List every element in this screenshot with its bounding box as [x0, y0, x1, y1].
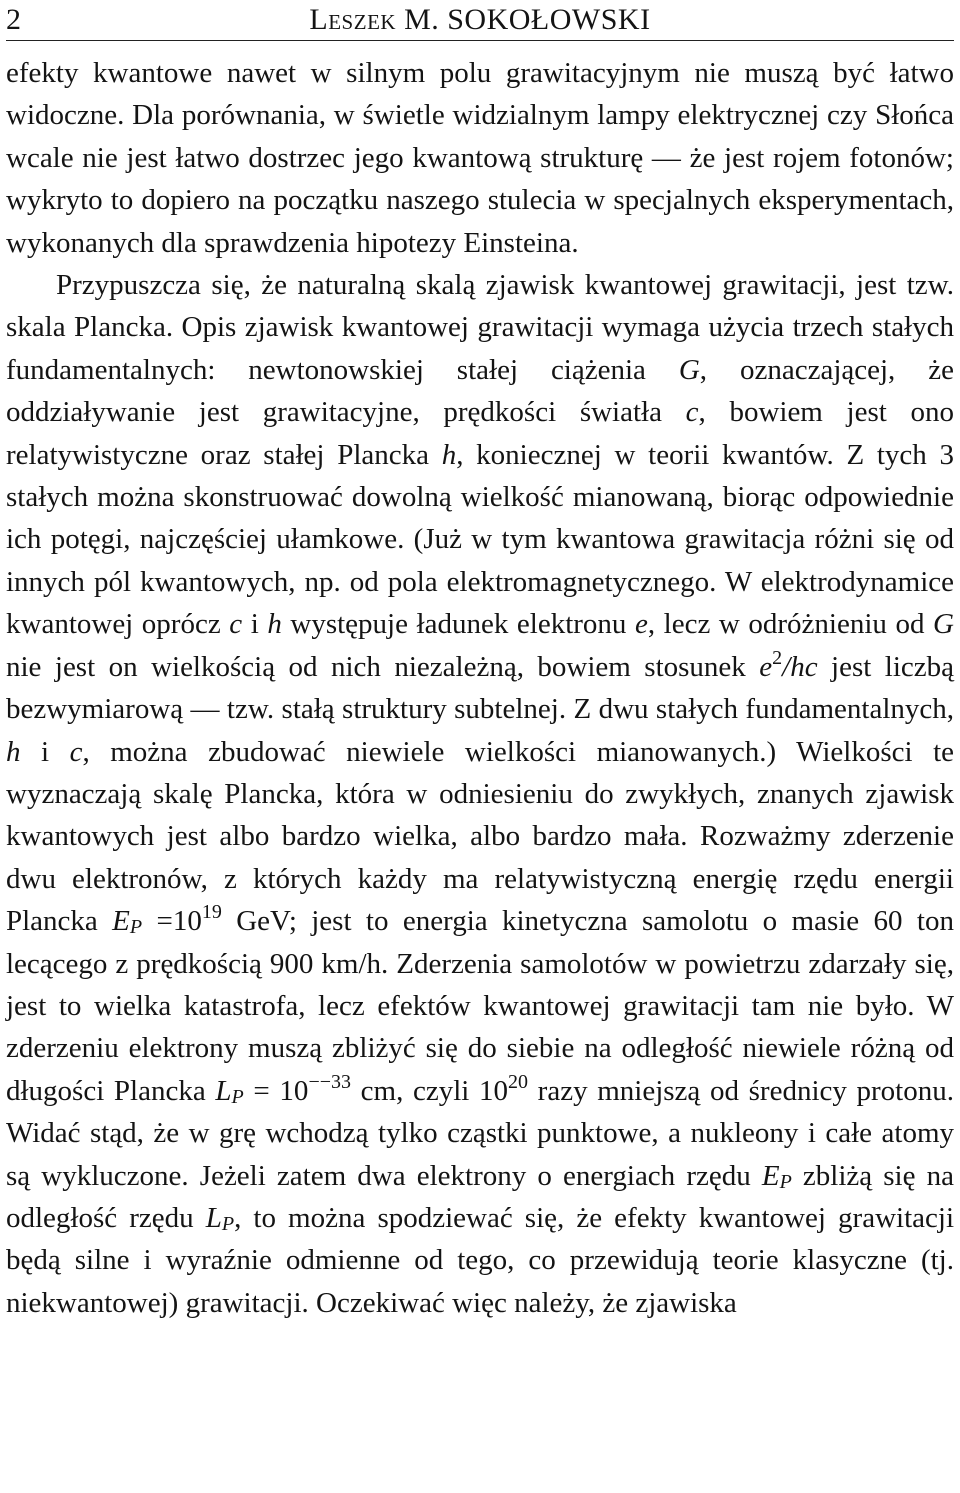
text-run: występuje ładunek elektronu [281, 608, 635, 641]
math-symbol: P [221, 1212, 235, 1235]
math-symbol: P [129, 916, 143, 939]
math-symbol: c [685, 396, 699, 429]
text-run: cm, czyli 10 [351, 1074, 509, 1107]
text-run: zbliżą się na odległość rzędu [6, 1159, 954, 1234]
text-run: nie jest on wielkością od nich niezależną, bowiem stosunek [6, 650, 760, 683]
math-symbol: c [69, 735, 83, 768]
math-symbol: /hc [782, 650, 818, 683]
math-symbol: L [215, 1074, 232, 1107]
math-symbol: h [267, 608, 282, 641]
text-run: , oznaczającej, że oddziaływanie jest grawitacyjne, prędkości światła [6, 353, 954, 429]
text-run: = 10 [243, 1074, 309, 1107]
paragraph: efekty kwantowe nawet w silnym polu grawitacyjnym nie muszą być łatwo widoczne. Dla porównania, w świetle widzialnym lampy elektrycznej czy Słońca wcale nie jest łatwo dostrzec jego kwantową strukturę — że jest rojem fotonów; wykryto to dopiero na początku naszego stulecia w specjalnych eksperymentach, wykonanych dla sprawdzenia hipotezy Einsteina. [6, 57, 954, 259]
text-run: , lecz w odróżnieniu od [647, 608, 934, 641]
math-symbol: c [229, 608, 243, 641]
running-head [6, 2, 954, 38]
text-run: Przypuszcza się, że naturalną skalą zjawisk kwantowej grawitacji, jest tzw. skala Plancka. Opis zjawisk kwantowej grawitacji wymaga użycia trzech stałych fundamentalnych: newtonowskiej stałej ciążenia [6, 269, 954, 386]
text-run: , można zbudować niewiele wielkości mianowanych.) Wielkości te wyznaczają skalę Plancka, która w odniesieniu do zwykłych, znanych zjawisk kwantowych jest albo bardzo wielka, albo bardzo mała. Rozważmy zderzenie dwu elektronów, z których każdy ma relatywistyczną energię rzędu energii Plancka [6, 735, 955, 938]
page-number: 2 [6, 3, 21, 36]
superscript: −−33 [308, 1070, 351, 1093]
text-run: razy mniejszą od średnicy protonu. Widać stąd, że w grę wchodzą tylko cząstki punktowe, a nukleony i całe atomy są wykluczone. Jeżeli zatem dwa elektrony o energiach rzędu [6, 1074, 954, 1192]
text-run: , koniecznej w teorii kwantów. Z tych 3 stałych można skonstruować dowolną wielkość mianowaną, biorąc odpowiednie ich potęgi, najczęściej ułamkowe. (Już w tym kwantowa grawitacja różni się od innych pól kwantowych, np. od pola elektromagnetycznego. W elektrodynamice kwantowej oprócz [6, 438, 954, 641]
math-symbol: G [678, 353, 700, 386]
text-run: jest liczbą bezwymiarową — tzw. stałą struktury subtelnej. Z dwu stałych fundamentalnych, [6, 650, 954, 726]
subscript [232, 1086, 244, 1108]
math-symbol: P [779, 1170, 792, 1193]
paragraph [6, 264, 954, 1324]
text-run: , to można spodziewać się, że efekty kwantowej grawitacji będą silne i wyraźnie odmienne od tego, co przewidują teorie klasyczne (tj. niekwantowej) grawitacji. Oczekiwać więc należy, że zjawiska [6, 1201, 954, 1319]
text-run: =10 [142, 905, 202, 938]
math-symbol: P [231, 1085, 244, 1108]
superscript: 19 [201, 901, 222, 924]
subscript [130, 916, 142, 938]
math-symbol: G [933, 608, 954, 641]
superscript: 20 [508, 1070, 529, 1093]
text-run: i [242, 608, 268, 641]
math-symbol: e [634, 608, 648, 641]
math-symbol: L [205, 1201, 222, 1234]
author-middle-initial: M. [404, 3, 440, 36]
author-first-name: Leszek [309, 3, 397, 36]
subscript [222, 1213, 234, 1235]
text-run: i [20, 735, 70, 768]
body-text [6, 52, 954, 1324]
math-symbol: h [6, 735, 21, 768]
math-symbol: h [441, 438, 457, 471]
math-symbol: e [759, 650, 773, 683]
page-header [6, 2, 954, 41]
text-run: GeV; jest to energia kinetyczna samolotu o masie 60 ton lecącego z prędkością 900 km/h. Zderzenia samolotów w powietrzu zdarzały się, jest to wielka katastrofa, lecz efektów kwantowej grawitacji tam nie było. W zderzeniu elektrony muszą zbliżyć się do siebie na odległość niewiele różną od długości Plancka [6, 905, 954, 1107]
math-symbol: E [112, 905, 130, 938]
math-symbol: E [761, 1159, 780, 1192]
superscript: 2 [772, 646, 783, 669]
text-run: , bowiem jest ono relatywistyczne oraz stałej Plancka [6, 396, 954, 471]
subscript [780, 1171, 792, 1193]
author-last-name: SOKOŁOWSKI [447, 3, 651, 36]
